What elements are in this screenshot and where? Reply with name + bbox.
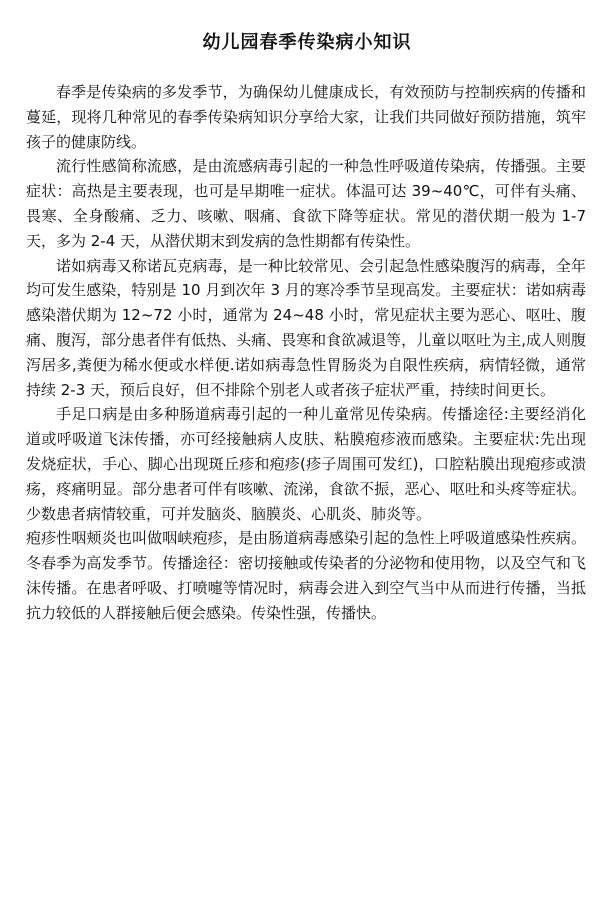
paragraph-hand-foot-mouth: 手足口病是由多种肠道病毒引起的一种儿童常见传染病。传播途径:主要经消化道或呼吸道飞沫传播，亦可经接触病人皮肤、粘膜疱疹液而感染。主要症状:先出现发烧症状，手心、脚心出现斑丘疹和疱疹(疹子周围可发红)，口腔粘膜出现疱疹或溃疡，疼痛明显。部分患者可伴有咳嗽、流涕，食欲不振，恶心、呕吐和头疼等症状。少数患者病情较重，可并发脑炎、脑膜炎、心肌炎、肺炎等。 — [26, 405, 586, 523]
document-title: 幼儿园春季传染病小知识 — [202, 32, 412, 53]
paragraph-intro: 春季是传染病的多发季节，为确保幼儿健康成长，有效预防与控制疾病的传播和蔓延，现将几种常见的春季传染病知识分享给大家，让我们共同做好预防措施，筑牢孩子的健康防线。 — [26, 83, 586, 151]
paragraph-norovirus: 诺如病毒又称诺瓦克病毒，是一种比较常见、会引起急性感染腹泻的病毒，全年均可发生感染，特别是 10 月到次年 3 月的寒冷季节呈现高发。主要症状：诺如病毒感染潜伏期为 12~72 小时，通常为 24~48 小时，常见症状主要为恶心、呕吐、腹痛、腹泻，部分患者伴有低热、头痛、畏寒和食欲减退等，儿童以呕吐为主,成人则腹泻居多,粪便为稀水便或水样便.诺如病毒急性胃肠炎为自限性疾病，病情轻微，通常持续 2-3 天，预后良好，但不排除个别老人或者孩子症状严重，持续时间更长。 — [26, 256, 586, 399]
paragraph-influenza: 流行性感简称流感，是由流感病毒引起的一种急性呼吸道传染病，传播强。主要症状：高热是主要表现，也可是早期唯一症状。体温可达 39~40℃，可伴有头痛、畏寒、全身酸痛、乏力、咳嗽、咽痛、食欲下降等症状。常见的潜伏期一般为 1-7 天，多为 2-4 天，从潜伏期末到发病的急性期都有传染性。 — [26, 157, 586, 250]
paragraph-herpangina: 疱疹性咽颊炎也叫做咽峡疱疹，是由肠道病毒感染引起的急性上呼吸道感染性疾病。冬春季为高发季节。传播途径：密切接触或传染者的分泌物和使用物，以及空气和飞沫传播。在患者呼吸、打喷嚏等情况时，病毒会进入到空气当中从而进行传播，当抵抗力较低的人群接触后便会感染。传染性强，传播快。 — [26, 529, 586, 622]
document-body — [26, 80, 586, 626]
